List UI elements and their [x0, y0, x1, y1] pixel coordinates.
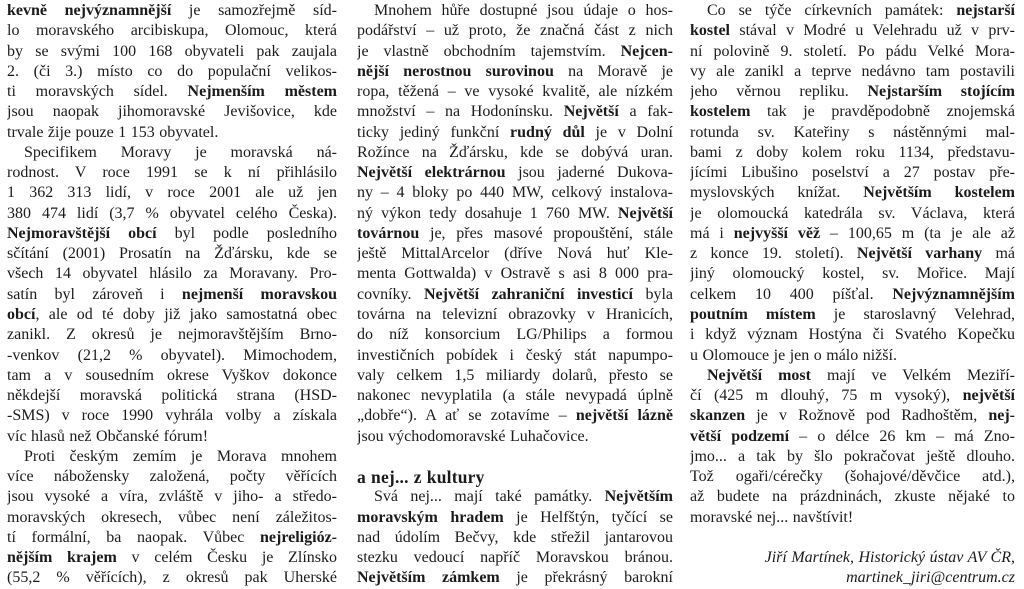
author-signature-line: Jiří Martínek, Historický ústav AV ČR,	[764, 549, 1015, 567]
text-line: tí formální, ba naopak. Vůbec nejreligióz-	[7, 528, 337, 546]
text-line: Největší most mají ve Velkém Meziří-	[707, 366, 1015, 384]
text-line: rodnost. V roce 1991 se k ní přihlásilo	[7, 164, 337, 182]
text-line: -venkov (21,2 % obyvatel). Mimochodem,	[7, 346, 337, 364]
text-line: jiný olomoucký kostel, sv. Mořice. Mají	[690, 265, 1015, 283]
text-line: stezku vedoucí napříč Moravskou bránou.	[357, 549, 673, 567]
text-line: ní polovině 9. století. Po pádu Velké Mora-	[690, 42, 1015, 60]
text-line: jmo... a tak by šlo pokračovat ještě dlouho.	[690, 447, 1015, 465]
text-line: Co se týče církevních památek: nejstarší	[707, 2, 1015, 19]
text-line: jícími Libušino poselství a 27 postav pře-	[690, 164, 1015, 182]
text-line: množství – na Hodonínsku. Největší a fak-	[357, 103, 673, 121]
text-line: myslovských knížat. Největším kostelem	[690, 184, 1015, 202]
author-signature-line: martinek_jiri@centrum.cz	[846, 569, 1015, 587]
text-line: do níž konsorcium LG/Philips a formou	[357, 326, 673, 344]
text-line: bami z doby kolem roku 1134, představu-	[690, 143, 1015, 161]
text-line: valy celkem 1,5 miliardy dolarů, přesto se	[357, 366, 673, 384]
text-line: jsou východomoravské Luhačovice.	[357, 427, 589, 445]
text-line: ti moravských sídel. Nejmenším městem	[7, 83, 337, 101]
text-line: Specifikem Moravy je moravská ná-	[24, 143, 337, 161]
text-line: rotunda sv. Kateřiny s nástěnnými mal-	[690, 123, 1015, 141]
text-line: větší podzemí – o délce 26 km – má Zno-	[690, 427, 1015, 445]
text-line: Svá nej... mají také památky. Největším	[374, 488, 673, 506]
text-line: menta Gottwalda) v Ostravě s asi 8 000 pra-	[357, 265, 673, 283]
text-line: poutním místem je staroslavný Velehrad,	[690, 305, 1015, 323]
text-line: sčítání (2001) Prosatín na Žďársku, kde se	[7, 245, 337, 263]
text-line: někdejší moravská politická strana (HSD-	[7, 387, 337, 405]
blank-line	[690, 528, 1015, 548]
text-line: více nábožensky založená, počty věřících	[7, 468, 337, 486]
text-line: i když význam Hostýna či Svatého Kopečku	[690, 326, 1015, 344]
text-line: -SMS) v roce 1990 vyhrála volby a získala	[7, 407, 337, 425]
text-line: ropa, těžená – ve vysoké kvalitě, ale nízkém	[357, 83, 673, 101]
text-column-1	[7, 1, 337, 589]
text-line: Proti českým zemím je Morava mnohem	[24, 447, 337, 465]
text-line: vy ale zanikl a teprve nedávno tam postavili	[690, 62, 1015, 80]
text-line: obcí, ale od té doby již jako samostatná obec	[7, 305, 337, 323]
section-heading: a nej... z kultury	[357, 467, 485, 488]
text-line: zanikl. Z okresů je nejmoravštějším Brno-	[7, 326, 337, 344]
text-line: 380 474 lidí (3,7 % obyvatel celého Česka).	[7, 204, 337, 222]
text-line: všech 14 obyvatel hlásilo za Moravany. Pro-	[7, 265, 337, 283]
text-line: ještě MittalArcelor (dříve Nová huť Kle-	[357, 245, 673, 263]
text-line: má i nejvyšší věž – 100,65 m (ta je ale až	[690, 224, 1015, 242]
text-line: podářství – už proto, že značná část z nich	[357, 22, 673, 40]
text-line: z konce 19. století). Největší varhany má	[690, 245, 1015, 263]
text-line: Mnohem hůře dostupné jsou údaje o hos-	[374, 2, 673, 19]
text-line: jsou vysoké a víra, zvláště v jiho- a středo-	[7, 488, 337, 506]
text-line: (55,2 % věřících), z okresů pak Uherské	[7, 569, 337, 587]
text-line: ný výkon tedy dosahuje 1 760 MW. Největší	[357, 204, 673, 222]
text-line: nější nerostnou surovinou na Moravě je	[357, 62, 673, 80]
text-line: „dobře“). A ať se zotavíme – největší lázně	[357, 407, 673, 425]
text-line: kostel stával v Modré u Velehradu už v prv-	[690, 22, 1015, 40]
text-line: nakonec nevyplatila (a stále nevypadá úplně	[357, 387, 673, 405]
text-line: moravské nej... navštívit!	[690, 508, 854, 526]
text-line: je olomoucká katedrála sv. Václava, která	[690, 204, 1015, 222]
text-line: jsou naopak jihomoravské Jevišovice, kde	[7, 103, 337, 121]
text-line: trvale žije pouze 1 153 obyvatel.	[7, 123, 219, 141]
text-line: 1 362 313 lidí, v roce 2001 ale už jen	[7, 184, 337, 202]
text-line: je vlastně obchodním tajemstvím. Nejcen-	[357, 42, 673, 60]
text-line: covníky. Největší zahraniční investicí byla	[357, 285, 673, 303]
text-line: investičních pobídek i český stát napumpo-	[357, 346, 673, 364]
text-line: nad údolím Bečvy, kde střežil jantarovou	[357, 528, 673, 546]
text-line: víc hlasů než Občanské fórum!	[7, 427, 209, 445]
text-line: lo moravského arcibiskupa, Olomouc, která	[7, 22, 337, 40]
text-line: moravských okresech, vůbec není záležitos-	[7, 508, 337, 526]
text-line: skanzen je v Rožnově pod Radhoštěm, nej-	[690, 407, 1015, 425]
text-line: Tož ogaři/cérečky (šohajové/děvčice atd.),	[690, 468, 1015, 486]
text-line: nějším krajem v celém Česku je Zlínsko	[7, 549, 337, 567]
text-line: kostelem tak je pravděpodobně znojemská	[690, 103, 1015, 121]
text-column-2	[357, 1, 673, 589]
text-line: Největší elektrárnou jsou jaderné Dukova-	[357, 164, 673, 182]
text-line: 2. (či 3.) místo co do populační velikos-	[7, 62, 337, 80]
text-line: čí (425 m dlouhý, 75 m vysoký), největší	[690, 387, 1015, 405]
text-line: u Olomouce je jen o málo nižší.	[690, 346, 897, 364]
text-column-3	[690, 1, 1015, 589]
text-line: jeho věrnou repliku. Nejstarším stojícím	[690, 83, 1015, 101]
text-line: moravským hradem je Helfštýn, tyčící se	[357, 508, 673, 526]
text-line: kevně nejvýznamnější je samozřejmě síd-	[7, 2, 337, 19]
text-line: Rožínce na Žďársku, kde se dobývá uran.	[357, 143, 673, 161]
blank-line	[357, 447, 673, 467]
text-line: ticky jediný funkční rudný důl je v Dolní	[357, 123, 673, 141]
text-line: ny – 4 bloky po 440 MW, celkový instalova-	[357, 184, 673, 202]
text-line: tam a v sousedním okrese Vyškov dokonce	[7, 366, 337, 384]
text-line: až budete na prázdninách, zkuste nějaké to	[690, 488, 1015, 506]
text-line: celkem 10 400 píšťal. Nejvýznamnějším	[690, 285, 1015, 303]
text-line: by se svými 100 168 obyvateli pak zaujala	[7, 42, 337, 60]
text-line: továrna na televizní obrazovky v Hranicích,	[357, 305, 673, 323]
text-line: satín byl zároveň i nejmenší moravskou	[7, 285, 337, 303]
text-line: Největším zámkem je překrásný barokní	[357, 569, 673, 587]
text-line: továrnou je, přes masové propouštění, stále	[357, 224, 673, 242]
text-line: Nejmoravštější obcí byl podle posledního	[7, 224, 337, 242]
